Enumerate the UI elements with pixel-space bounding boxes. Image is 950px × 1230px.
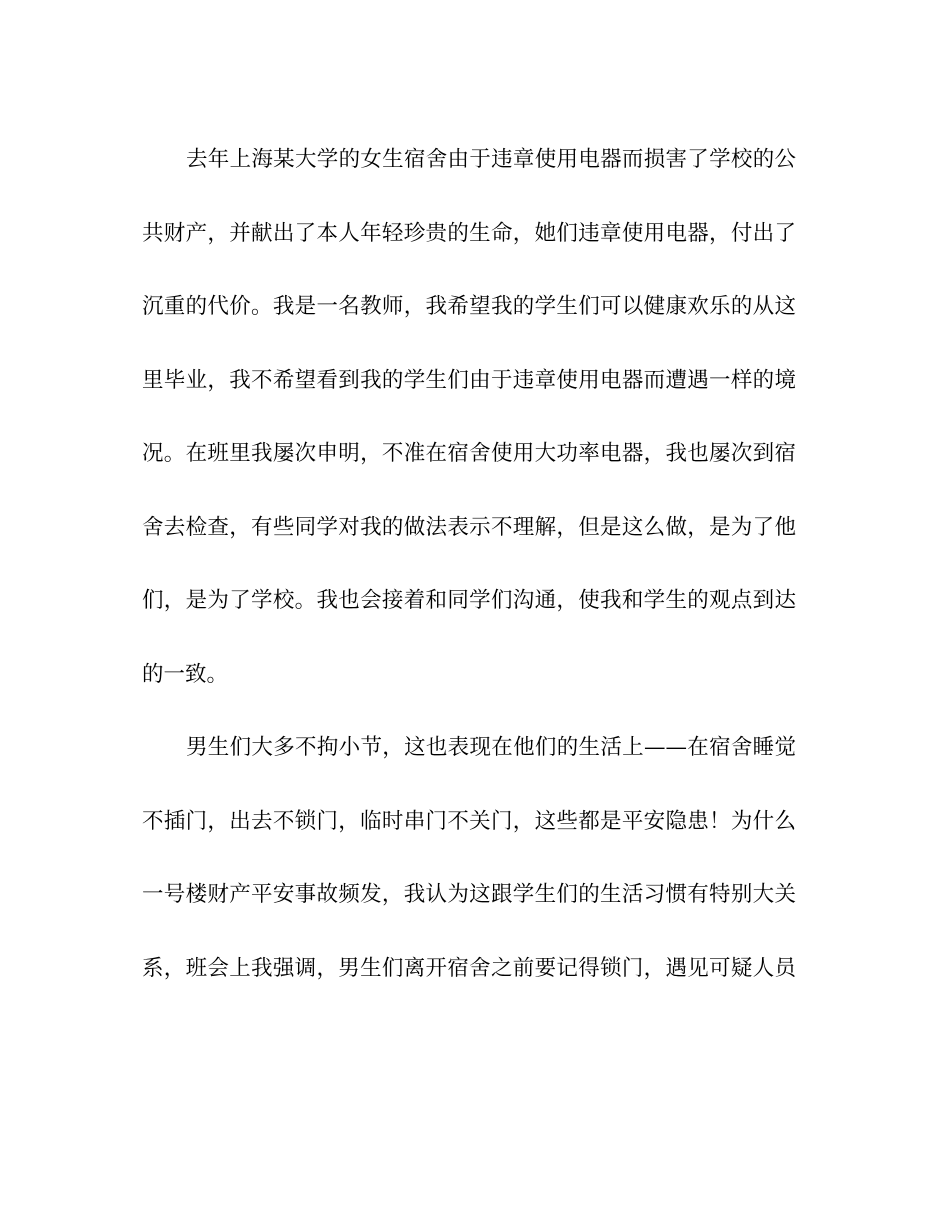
text-line: 不插门，出去不锁门，临时串门不关门，这些都是平安隐患！为什么 [142, 808, 796, 834]
text-line: 男生们大多不拘小节，这也表现在他们的生活上——在宿舍睡觉 [186, 735, 796, 760]
text-line: 去年上海某大学的女生宿舍由于违章使用电器而损害了学校的公 [186, 147, 796, 172]
text-line: 一号楼财产平安事故频发，我认为这跟学生们的生活习惯有特别大关 [142, 882, 796, 907]
text-line: 沉重的代价。我是一名教师，我希望我的学生们可以健康欢乐的从这 [142, 294, 796, 319]
text-line: 们，是为了学校。我也会接着和同学们沟通，使我和学生的观点到达 [142, 588, 796, 613]
text-line: 里毕业，我不希望看到我的学生们由于违章使用电器而遭遇一样的境 [142, 367, 796, 393]
text-line: 共财产，并献出了本人年轻珍贵的生命，她们违章使用电器，付出了 [142, 220, 796, 246]
text-line: 况。在班里我屡次申明，不准在宿舍使用大功率电器，我也屡次到宿 [142, 441, 796, 466]
text-line: 的一致。 [142, 661, 229, 687]
text-line: 系，班会上我强调，男生们离开宿舍之前要记得锁门，遇见可疑人员 [142, 955, 796, 981]
text-line: 舍去检查，有些同学对我的做法表示不理解，但是这么做，是为了他 [142, 514, 796, 540]
document-body [142, 130, 796, 1012]
